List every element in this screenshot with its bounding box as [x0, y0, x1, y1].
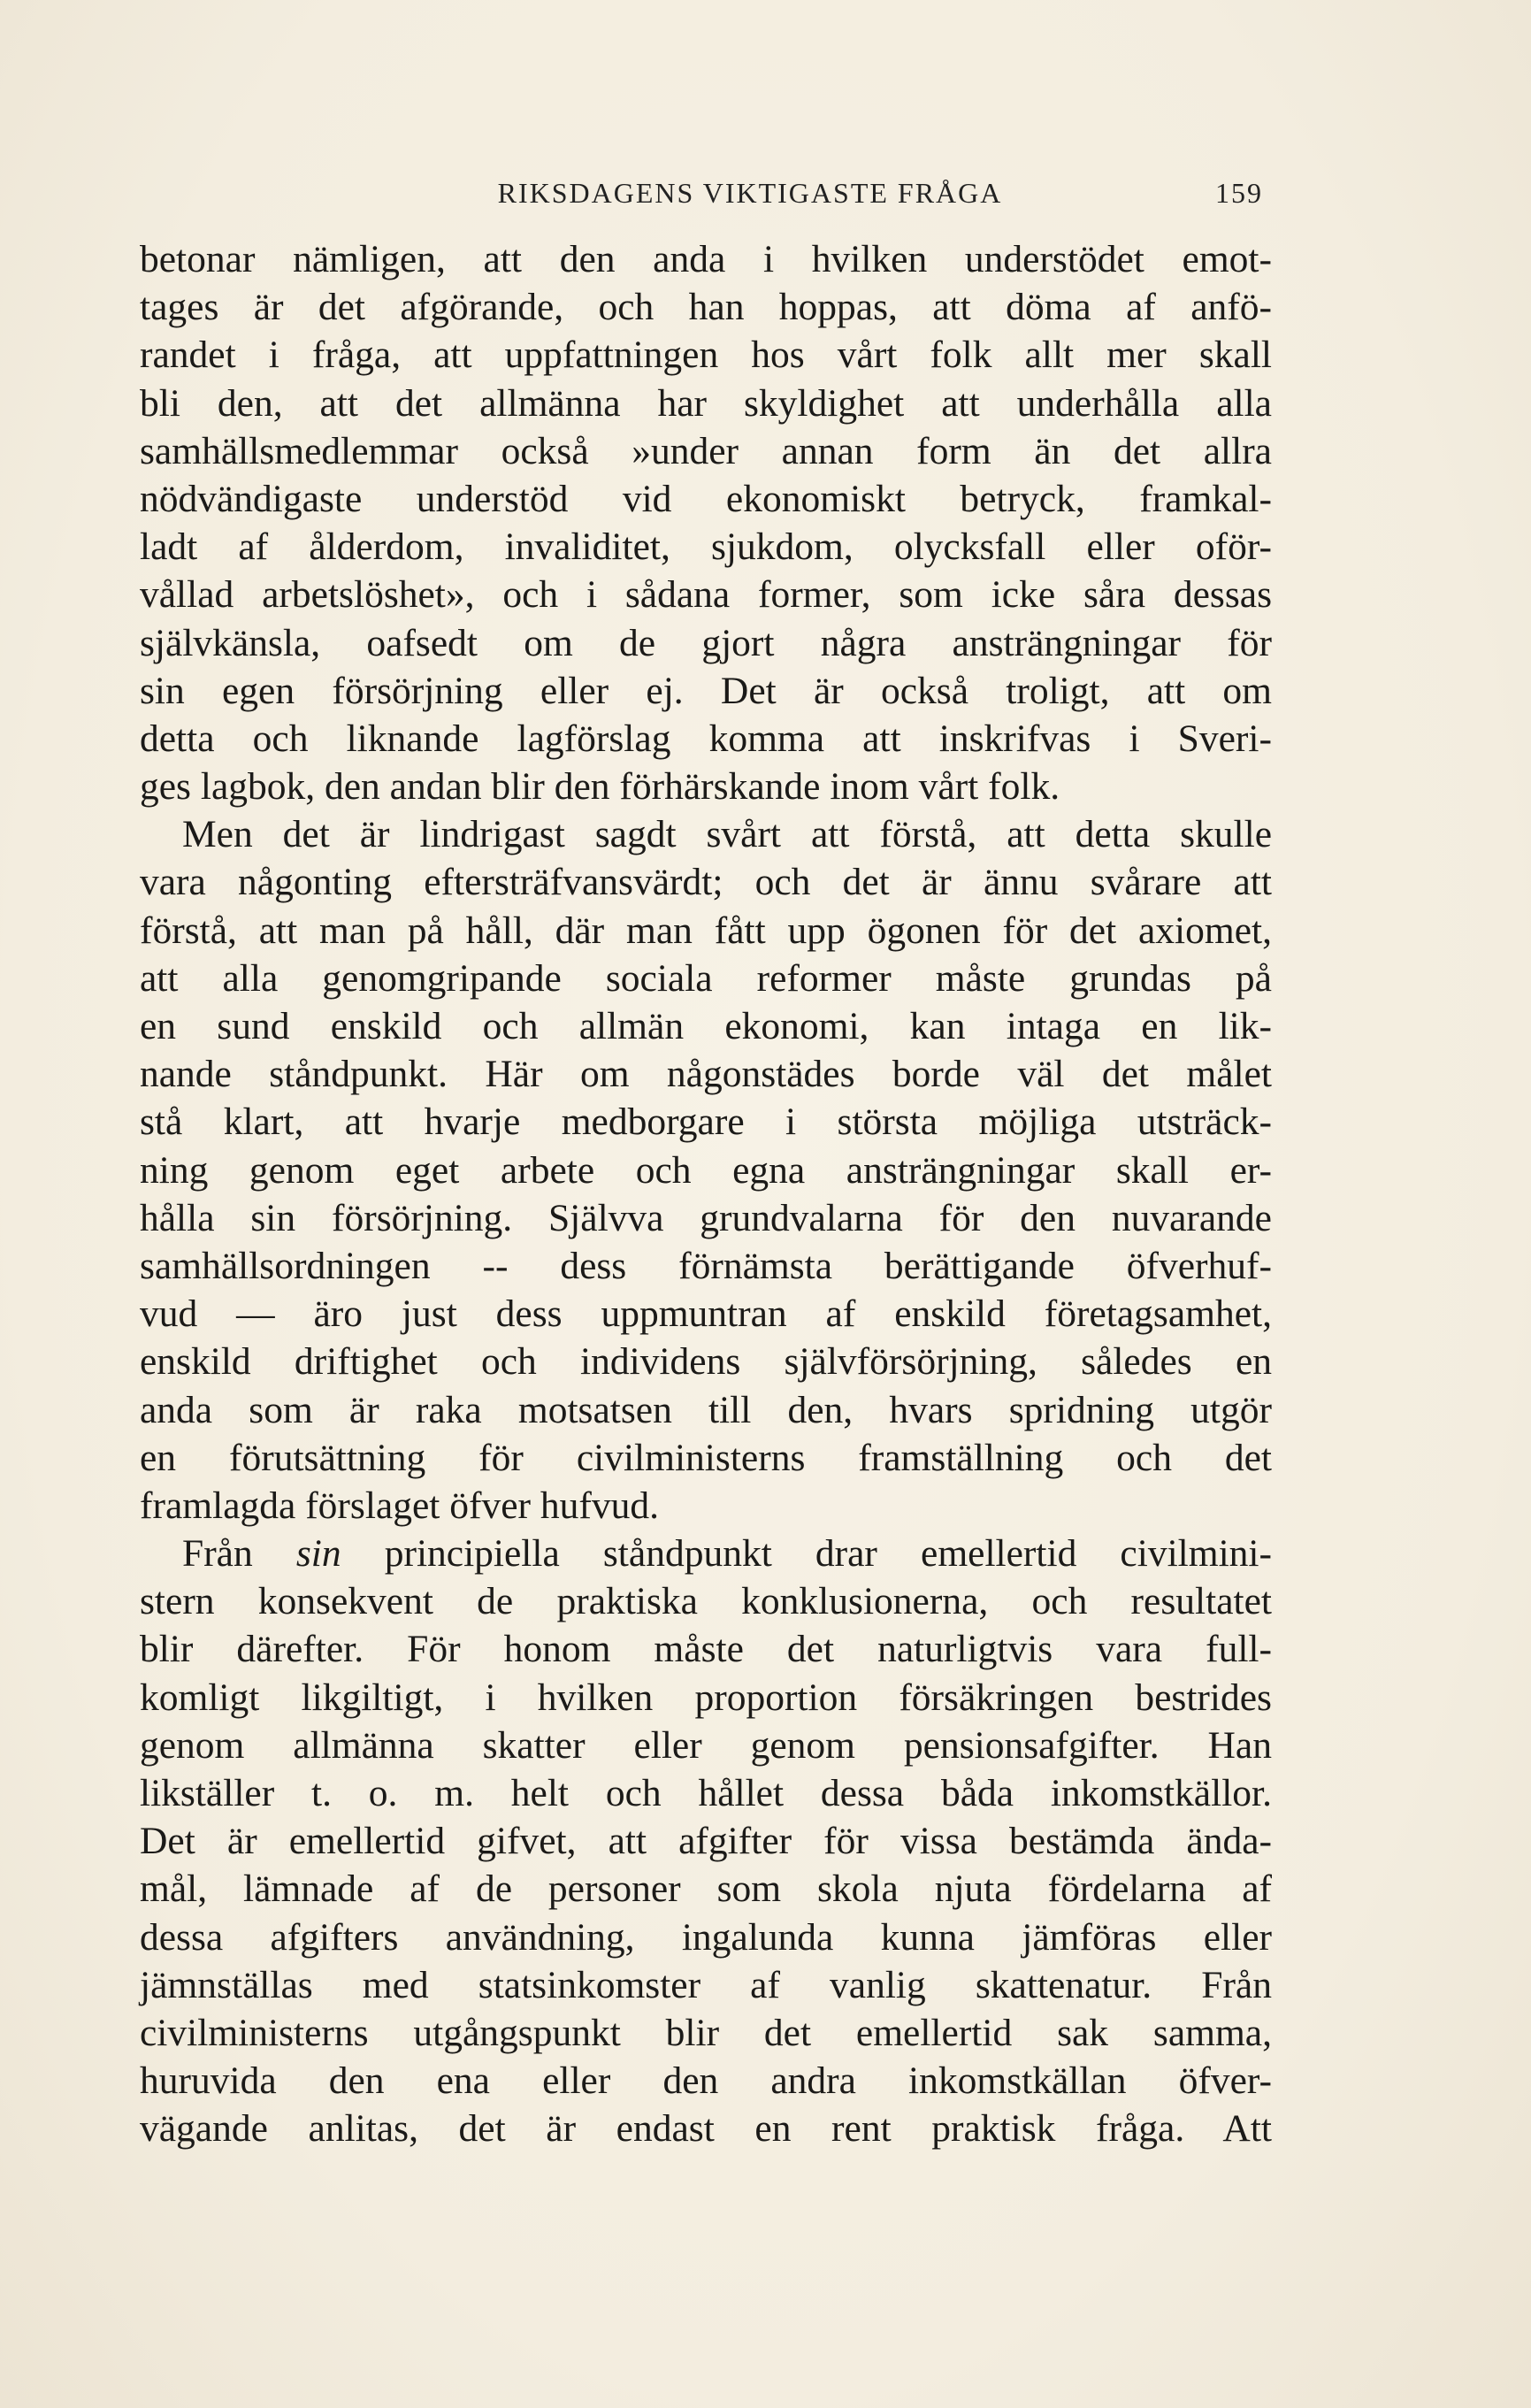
text-line: nödvändigaste understöd vid ekonomiskt betryck, framkal-: [140, 477, 1272, 520]
text-line: självkänsla, oafsedt om de gjort några ansträngningar för: [140, 621, 1272, 664]
text-line: vägande anlitas, det är endast en rent praktisk fråga. Att: [140, 2107, 1272, 2151]
text-line: mål, lämnade af de personer som skola njuta fördelarna af: [140, 1867, 1272, 1911]
text-line: förstå, att man på håll, där man fått upp ögonen för det axiomet,: [140, 909, 1272, 952]
text-line: huruvida den ena eller den andra inkomstkällan öfver-: [140, 2059, 1272, 2103]
text-line: Det är emellertid gifvet, att afgifter för vissa bestämda ända-: [140, 1820, 1272, 1863]
text-line: tages är det afgörande, och han hoppas, att döma af anfö-: [140, 286, 1272, 329]
text-line: samhällsmedlemmar också »under annan form än det allra: [140, 429, 1272, 472]
text-line: samhällsordningen -- dess förnämsta berättigande öfverhuf-: [140, 1244, 1272, 1287]
text-line: likställer t. o. m. helt och hållet dessa båda inkomstkällor.: [140, 1772, 1272, 1814]
text-line: [140, 1530, 1272, 1577]
text-line: att alla genomgripande sociala reformer måste grundas på: [140, 956, 1272, 1000]
text-line: ning genom eget arbete och egna ansträngningar skall er-: [140, 1148, 1272, 1192]
text-line: ladt af ålderdom, invaliditet, sjukdom, olycksfall eller oför-: [140, 525, 1272, 569]
emphasis-word: sin: [295, 1532, 341, 1576]
text-line-rest: principiella ståndpunkt drar emellertid civilmini-: [384, 1532, 1272, 1576]
text-line: Men det är lindrigast sagdt svårt att förstå, att detta skulle: [182, 813, 1272, 856]
text-line: en förutsättning för civilministerns framställning och det: [140, 1436, 1272, 1479]
text-line: bli den, att det allmänna har skyldighet att underhålla alla: [140, 381, 1272, 425]
text-line: vara någonting eftersträfvansvärdt; och det är ännu svårare att: [140, 861, 1272, 904]
text-line: civilministerns utgångspunkt blir det emellertid sak samma,: [140, 2011, 1272, 2054]
text-line: dessa afgifters användning, ingalunda kunna jämföras eller: [140, 1915, 1272, 1959]
page-header: [140, 173, 1263, 218]
page-number: 159: [1215, 177, 1263, 209]
text-line: komligt likgiltigt, i hvilken proportion försäkringen bestrides: [140, 1676, 1272, 1719]
text-line: ges lagbok, den andan blir den förhärskande inom vårt folk.: [140, 765, 1060, 809]
text-line: detta och liknande lagförslag komma att inskrifvas i Sveri-: [140, 717, 1272, 760]
text-line: enskild driftighet och individens självförsörjning, således en: [140, 1340, 1272, 1384]
text-line: hålla sin försörjning. Självva grundvalarna för den nuvarande: [140, 1196, 1272, 1239]
text-line: vållad arbetslöshet», och i sådana former, som icke såra dessas: [140, 573, 1272, 617]
text-line: anda som är raka motsatsen till den, hvars spridning utgör: [140, 1388, 1272, 1431]
text-line: framlagda förslaget öfver hufvud.: [140, 1484, 660, 1527]
text-line: sin egen försörjning eller ej. Det är också troligt, att om: [140, 669, 1272, 712]
text-line: stå klart, att hvarje medborgare i största möjliga utsträck-: [140, 1100, 1272, 1144]
text-line: genom allmänna skatter eller genom pensionsafgifter. Han: [140, 1723, 1272, 1767]
text-line: betonar nämligen, att den anda i hvilken understödet emot-: [140, 238, 1272, 280]
text-line: en sund enskild och allmän ekonomi, kan intaga en lik-: [140, 1005, 1272, 1047]
text-line: randet i fråga, att uppfattningen hos vårt folk allt mer skall: [140, 334, 1272, 377]
text-line: nande ståndpunkt. Här om någonstädes borde väl det målet: [140, 1053, 1272, 1096]
text-line: stern konsekvent de praktiska konklusionerna, och resultatet: [140, 1580, 1272, 1623]
paragraph-lead: Från: [182, 1532, 253, 1576]
text-line: blir därefter. För honom måste det naturligtvis vara full-: [140, 1628, 1272, 1671]
text-line: vud — äro just dess uppmuntran af enskild företagsamhet,: [140, 1292, 1272, 1336]
text-line: jämnställas med statsinkomster af vanlig skattenatur. Från: [140, 1963, 1272, 2006]
body-text: [140, 235, 1272, 2153]
running-title: RIKSDAGENS VIKTIGASTE FRÅGA: [497, 177, 1003, 209]
